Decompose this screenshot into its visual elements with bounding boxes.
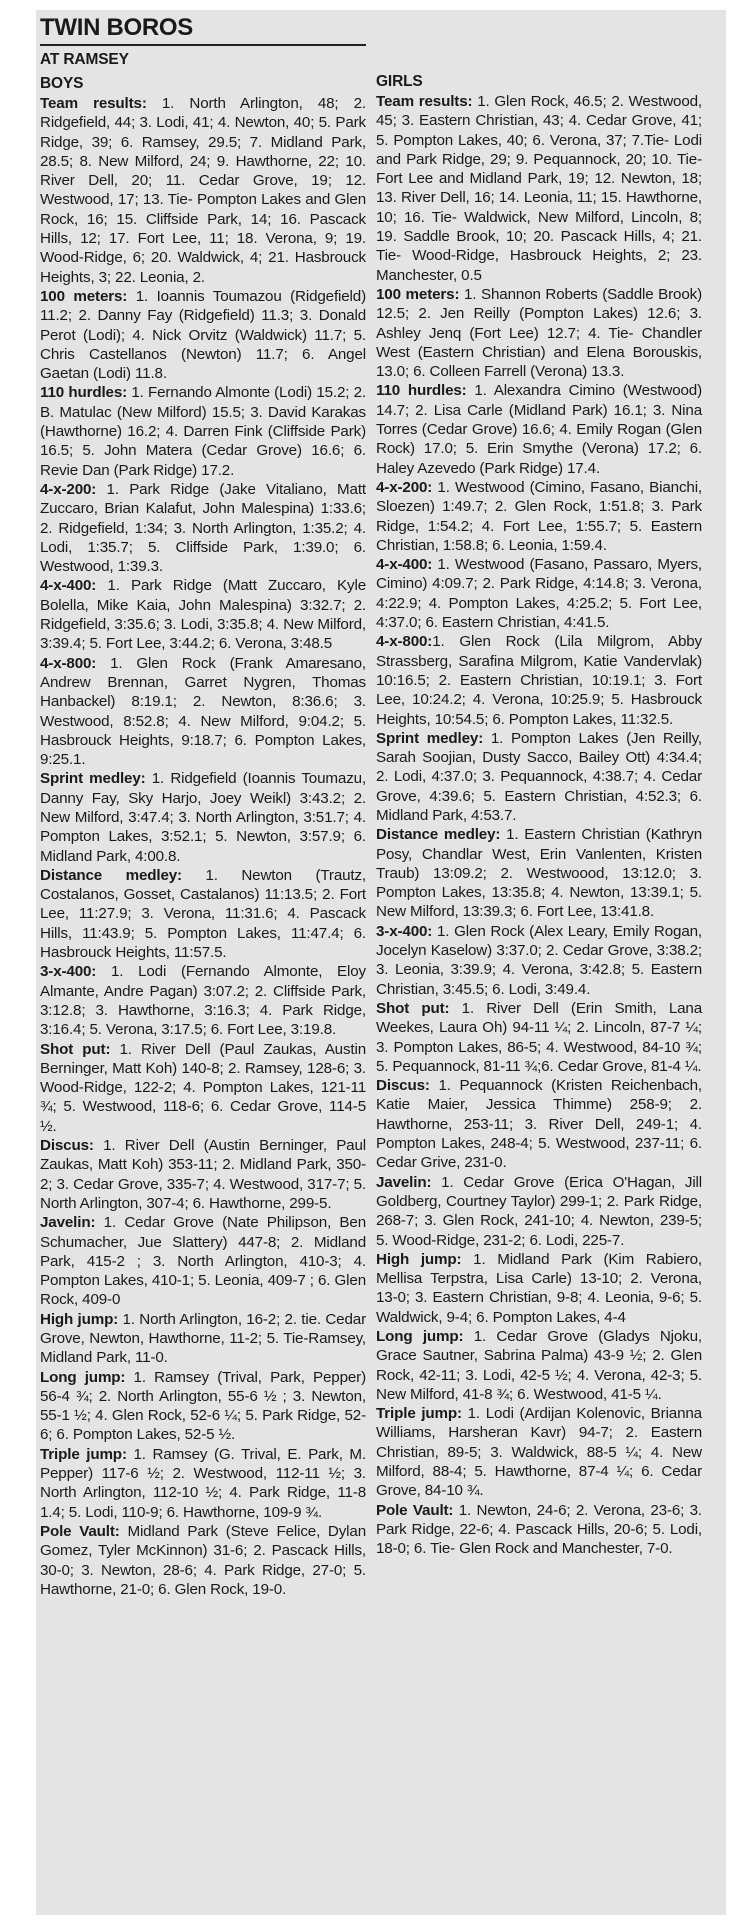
event-label: Triple jump:: [376, 1405, 462, 1423]
event-results: 1. Lodi (Fernando Almonte, Eloy Almante, Andre Pagan) 3:07.2; 2. Cliffside Park, 3:12.8; 3. Hawthorne, 3:16.3; 4. Park Ridge, 3:16.4; 5. Verona, 3:17.5; 6. Fort Lee, 3:19.8.: [40, 963, 366, 1039]
event-results: 1. River Dell (Erin Smith, Lana Weekes, Laura Oh) 94-11 ¼; 2. Lincoln, 87-7 ¼; 3. Pompton Lakes, 86-5; 4. Westwood, 84-10 ¾; 5. Pequannock, 81-11 ¾;6. Cedar Grove, 81-4 ¼.: [376, 999, 703, 1075]
event-results: 1. Glen Rock (Alex Leary, Emily Rogan, Jocelyn Kaselow) 3:37.0; 2. Cedar Grove, 3:38.2; 3. Leonia, 3:39.9; 4. Verona, 3:42.8; 5. Eastern Christian, 3:45.5; 6. Lodi, 3:49.4.: [376, 922, 702, 998]
event-label: Distance medley:: [40, 866, 182, 884]
event-results: 1. Shannon Roberts (Saddle Brook) 12.5; 2. Jen Reilly (Pompton Lakes) 12.6; 3. Ashley Jenq (Fort Lee) 12.7; 4. Tie- Chandler West (Eastern Christian) and Elena Borouskis, 13.0; 6. Colleen Farrell (Verona) 13.3.: [376, 285, 702, 381]
boys-event-entry: [40, 576, 366, 653]
girls-event-entry: [376, 1250, 702, 1327]
event-label: 100 meters:: [376, 285, 460, 303]
event-results: 1. Park Ridge (Matt Zuccaro, Kyle Bolella, Mike Kaia, John Malespina) 3:32.7; 2. Ridgefield, 3:35.6; 3. Lodi, 3:35.8; 4. New Milford, 3:39.4; 5. Fort Lee, 3:44.2; 6. Verona, 3:48.5: [40, 577, 366, 653]
event-results: 1. Westwood (Cimino, Fasano, Bianchi, Sloezen) 1:49.7; 2. Glen Rock, 1:51.8; 3. Park Ridge, 1:54.2; 4. Fort Lee, 1:55.7; 5. Eastern Christian, 1:58.8; 6. Leonia, 1:59.4.: [376, 478, 702, 554]
event-label: Long jump:: [40, 1368, 126, 1386]
event-results: 1. Eastern Christian (Kathryn Posy, Chandlar West, Erin Vanlenten, Kristen Traub) 13:09.2; 2. Westwoood, 13:12.0; 3. Pompton Lakes, 13:35.8; 4. Newton, 13:39.1; 5. New Milford, 13:39.3; 6. Fort Lee, 13:41.8.: [376, 826, 702, 921]
girls-event-entry: [376, 922, 702, 999]
event-label: Long jump:: [376, 1328, 464, 1345]
girls-event-entry: [376, 555, 702, 632]
boys-results: [40, 94, 366, 1599]
event-label: 3-x-400:: [376, 922, 433, 940]
event-label: Discus:: [376, 1077, 430, 1095]
boys-event-entry: [40, 1310, 366, 1368]
girls-event-entry: [376, 92, 702, 285]
girls-event-entry: [376, 285, 702, 381]
boys-event-entry: [40, 1368, 366, 1445]
event-label: Pole Vault:: [376, 1501, 454, 1519]
boys-event-entry: [40, 1040, 366, 1136]
event-label: 100 meters:: [40, 287, 128, 305]
event-results: 1. Newton, 24-6; 2. Verona, 23-6; 3. Park Ridge, 22-6; 4. Pascack Hills, 20-6; 5. Lodi, 18-0; 6. Tie- Glen Rock and Manchester, 7-0.: [376, 1501, 702, 1558]
event-results: 1. Glen Rock, 46.5; 2. Westwood, 45; 3. Eastern Christian, 43; 4. Cedar Grove, 41; 5. Pompton Lakes, 40; 6. Verona, 37; 7.Tie- Lodi and Park Ridge, 29; 9. Pequannock, 20; 10. Tie- Fort Lee and Midland Park, 19; 12. Newton, 18; 13. River Dell, 16; 14. Leonia, 11; 15. Hawthorne, 10; 16. Tie- Waldwick, New Milford, Lincoln, 8; 19. Saddle Brook, 10; 20. Pascack Hills, 4; 21. Tie- Wood-Ridge, Hasbrouck Heights, 2; 23. Manchester, 0.5: [376, 93, 702, 284]
event-label: Team results:: [376, 93, 473, 110]
boys-event-entry: [40, 480, 366, 576]
event-results: Midland Park (Steve Felice, Dylan Gomez, Tyler McKinnon) 31-6; 2. Pascack Hills, 30-0; 3. Newton, 28-6; 4. Park Ridge, 27-0; 5. Hawthorne, 21-0; 6. Glen Rock, 19-0.: [40, 1522, 366, 1598]
event-label: 110 hurdles:: [40, 384, 128, 402]
event-label: Triple jump:: [40, 1445, 127, 1463]
event-results: 1. North Arlington, 16-2; 2. tie. Cedar Grove, Newton, Hawthorne, 11-2; 5. Tie-Ramsey, Midland Park, 11-0.: [40, 1310, 366, 1367]
event-results: 1. North Arlington, 48; 2. Ridgefield, 44; 3. Lodi, 41; 4. Newton, 40; 5. Park Ridge, 39; 6. Ramsey, 29.5; 7. Midland Park, 28.5; 8. New Milford, 24; 9. Hawthorne, 22; 10. River Dell, 20; 11. Cedar Grove, 19; 12. Westwood, 17; 13. Tie- Pompton Lakes and Glen Rock, 16; 15. Cliffside Park, 14; 16. Pascack Hills, 12; 17. Fort Lee, 11; 18. Verona, 9; 19. Wood-Ridge, 6; 20. Waldwick, 4; 21. Hasbrouck Heights, 3; 22. Leonia, 2.: [40, 95, 366, 286]
event-label: 4-x-200:: [40, 480, 97, 498]
boys-section-title: BOYS: [40, 75, 84, 92]
girls-event-entry: [376, 1404, 702, 1500]
meet-location: AT RAMSEY: [40, 51, 129, 68]
boys-event-entry: [40, 383, 366, 479]
event-results: 1. Glen Rock (Lila Milgrom, Abby Strassberg, Sarafina Milgrom, Katie Vandervlak) 10:16.5; 2. Eastern Christian, 10:19.1; 3. Fort Lee, 10:24.2; 4. Verona, 10:25.9; 5. Hasbrouck Heights, 10:54.5; 6. Pompton Lakes, 11:32.5.: [376, 633, 702, 728]
event-label: Sprint medley:: [376, 729, 484, 747]
event-results: 1. Ioannis Toumazou (Ridgefield) 11.2; 2. Danny Fay (Ridgefield) 11.3; 3. Donald Perot (Lodi); 4. Nick Orvitz (Waldwick) 11.7; 5. Chris Castellanos (Newton) 11.7; 6. Angel Gaetan (Lodi) 11.8.: [40, 287, 366, 383]
event-results: 1. River Dell (Austin Berninger, Paul Zaukas, Matt Koh) 353-11; 2. Midland Park, 350-2; 3. Cedar Grove, 335-7; 4. Westwood, 317-7; 5. North Arlington, 307-4; 6. Hawthorne, 299-5.: [40, 1137, 366, 1212]
event-results: 1. Park Ridge (Jake Vitaliano, Matt Zuccaro, Brian Kalafut, John Malespina) 1:33.6; 2. Ridgefield, 1:34; 3. North Arlington, 1:35.2; 4. Lodi, 1:35.7; 5. Cliffside Park, 1:39.0; 6. Westwood, 1:39.3.: [40, 480, 366, 576]
girls-event-entry: [376, 1076, 702, 1172]
event-label: 4-x-200:: [376, 478, 433, 496]
boys-event-entry: [40, 962, 366, 1039]
girls-event-entry: [376, 1173, 702, 1250]
event-label: Shot put:: [376, 999, 450, 1017]
event-label: 3-x-400:: [40, 963, 97, 981]
boys-event-entry: [40, 1213, 366, 1309]
girls-section-title: GIRLS: [376, 73, 423, 90]
boys-event-entry: [40, 866, 366, 962]
event-results: 1. Midland Park (Kim Rabiero, Mellisa Terpstra, Lisa Carle) 13-10; 2. Verona, 13-0; 3. Eastern Christian, 9-8; 4. Leonia, 9-6; 5. Waldwick, 9-4; 6. Pompton Lakes, 4-4: [376, 1250, 702, 1326]
event-results: 1. Ramsey (G. Trival, E. Park, M. Pepper) 117-6 ½; 2. Westwood, 112-11 ½; 3. North Arlington, 112-10 ½; 4. Park Ridge, 11-8 1.4; 5. Lodi, 110-9; 6. Hawthorne, 109-9 ¾.: [40, 1445, 366, 1521]
girls-event-entry: [376, 999, 702, 1076]
girls-results: [376, 92, 702, 1559]
event-results: 1. Fernando Almonte (Lodi) 15.2; 2. B. Matulac (New Milford) 15.5; 3. David Karakas (Hawthorne) 16.2; 4. Darren Fink (Cliffside Park) 16.5; 5. John Matera (Cedar Grove) 16.6; 6. Revie Dan (Park Ridge) 17.2.: [40, 384, 367, 479]
boys-event-entry: [40, 287, 366, 383]
event-label: Sprint medley:: [40, 770, 146, 788]
event-label: Shot put:: [40, 1040, 111, 1058]
girls-event-entry: [376, 1501, 702, 1559]
girls-event-entry: [376, 478, 702, 555]
event-label: Pole Vault:: [40, 1522, 120, 1540]
boys-event-entry: [40, 1445, 366, 1522]
event-label: Javelin:: [376, 1173, 432, 1191]
boys-event-entry: [40, 654, 366, 770]
event-results: 1. Cedar Grove (Gladys Njoku, Grace Sautner, Sabrina Palma) 43-9 ½; 2. Glen Rock, 42-11; 3. Lodi, 42-5 ½; 4. Verona, 42-3; 5. New Milford, 41-8 ¾; 6. Westwood, 41-5 ¼.: [376, 1328, 702, 1403]
event-results: 1. River Dell (Paul Zaukas, Austin Berninger, Matt Koh) 140-8; 2. Ramsey, 128-6; 3. Wood-Ridge, 122-2; 4. Pompton Lakes, 121-11 ¾; 5. Westwood, 118-6; 6. Cedar Grove, 114-5 ½.: [40, 1040, 367, 1135]
event-results: 1. Alexandra Cimino (Westwood) 14.7; 2. Lisa Carle (Midland Park) 16.1; 3. Nina Torres (Cedar Grove) 16.6; 4. Emily Rogan (Glen Rock) 17.0; 5. Erin Smythe (Verona) 17.2; 6. Haley Azevedo (Park Ridge) 17.4.: [376, 382, 702, 477]
event-results: 1. Pompton Lakes (Jen Reilly, Sarah Soojian, Dusty Sacco, Bailey Ott) 4:34.4; 2. Lodi, 4:37.0; 3. Pequannock, 4:38.7; 4. Cedar Grove, 4:39.6; 5. Eastern Christian, 4:52.3; 6. Midland Park, 4:53.7.: [376, 729, 702, 824]
event-label: Discus:: [40, 1137, 94, 1155]
event-results: 1. Cedar Grove (Erica O'Hagan, Jill Goldberg, Courtney Taylor) 299-1; 2. Park Ridge, 268-7; 3. Glen Rock, 241-10; 4. Newton, 239-5; 5. Wood-Ridge, 231-2; 6. Lodi, 225-7.: [376, 1173, 702, 1249]
event-label: Javelin:: [40, 1214, 96, 1232]
event-label: High jump:: [376, 1250, 462, 1268]
girls-event-entry: [376, 1327, 702, 1404]
event-label: 110 hurdles:: [376, 382, 467, 400]
event-results: 1. Lodi (Ardijan Kolenovic, Brianna Williams, Harsheran Kavr) 94-7; 2. Eastern Christian, 89-5; 3. Waldwick, 88-5 ¼; 4. New Milford, 88-4; 5. Hawthorne, 87-4 ¼; 6. Cedar Grove, 84-10 ¾.: [376, 1405, 702, 1500]
event-results: 1. Westwood (Fasano, Passaro, Myers, Cimino) 4:09.7; 2. Park Ridge, 4:14.8; 3. Verona, 4:22.9; 4. Pompton Lakes, 4:25.2; 5. Fort Lee, 4:37.0; 6. Eastern Christian, 4:41.5.: [376, 556, 702, 632]
event-label: 4-x-800:: [376, 633, 433, 651]
left-column: [40, 14, 366, 1599]
event-results: 1. Cedar Grove (Nate Philipson, Ben Schumacher, Jue Slattery) 447-8; 2. Midland Park, 415-2 ; 3. North Arlington, 410-3; 4. Pompton Lakes, 410-1; 5. Leonia, 409-7 ; 6. Glen Rock, 409-0: [40, 1214, 366, 1309]
event-results: 1. Ridgefield (Ioannis Toumazu, Danny Fay, Sky Harjo, Joey Weikl) 3:43.2; 2. New Milford, 3:47.4; 3. North Arlington, 3:51.7; 4. Pompton Lakes, 3:52.1; 5. Newton, 3:57.9; 6. Midland Park, 4:00.8.: [40, 770, 367, 865]
right-column: [376, 68, 702, 1559]
event-label: High jump:: [40, 1310, 119, 1328]
boys-event-entry: [40, 1136, 366, 1213]
event-label: Distance medley:: [376, 826, 501, 844]
headline: TWIN BOROS: [40, 14, 193, 41]
headline-rule: [40, 44, 366, 46]
girls-event-entry: [376, 825, 702, 921]
girls-event-entry: [376, 632, 702, 728]
event-label: Team results:: [40, 95, 147, 112]
girls-event-entry: [376, 381, 702, 477]
boys-event-entry: [40, 94, 366, 287]
event-results: 1. Glen Rock (Frank Amaresano, Andrew Brennan, Garret Nygren, Thomas Hanbackel) 8:19.1; 2. Newton, 8:36.6; 3. Westwood, 8:52.8; 4. New Milford, 9:04.2; 5. Hasbrouck Heights, 9:18.7; 6. Pompton Lakes, 9:25.1.: [40, 654, 366, 769]
event-label: 4-x-400:: [40, 577, 97, 595]
boys-event-entry: [40, 1522, 366, 1599]
girls-event-entry: [376, 729, 702, 825]
event-label: 4-x-800:: [40, 654, 97, 672]
event-results: 1. Ramsey (Trival, Park, Pepper) 56-4 ¾; 2. North Arlington, 55-6 ½ ; 3. Newton, 55-1 ½; 4. Glen Rock, 52-6 ¼; 5. Park Ridge, 52-6; 6. Pompton Lakes, 52-5 ½.: [40, 1368, 366, 1444]
boys-event-entry: [40, 769, 366, 865]
event-results: 1. Newton (Trautz, Costalanos, Gosset, Castalanos) 11:13.5; 2. Fort Lee, 11:27.9; 3. Verona, 11:31.6; 4. Pascack Hills, 11:43.9; 5. Pompton Lakes, 11:47.4; 6. Hasbrouck Heights, 11:57.5.: [40, 866, 366, 962]
event-label: 4-x-400:: [376, 556, 433, 574]
event-results: 1. Pequannock (Kristen Reichenbach, Katie Maier, Jessica Thimme) 258-9; 2. Hawthorne, 253-11; 3. River Dell, 249-1; 4. Pompton Lakes, 248-4; 5. Westwood, 237-11; 6. Cedar Grive, 231-0.: [376, 1077, 702, 1172]
